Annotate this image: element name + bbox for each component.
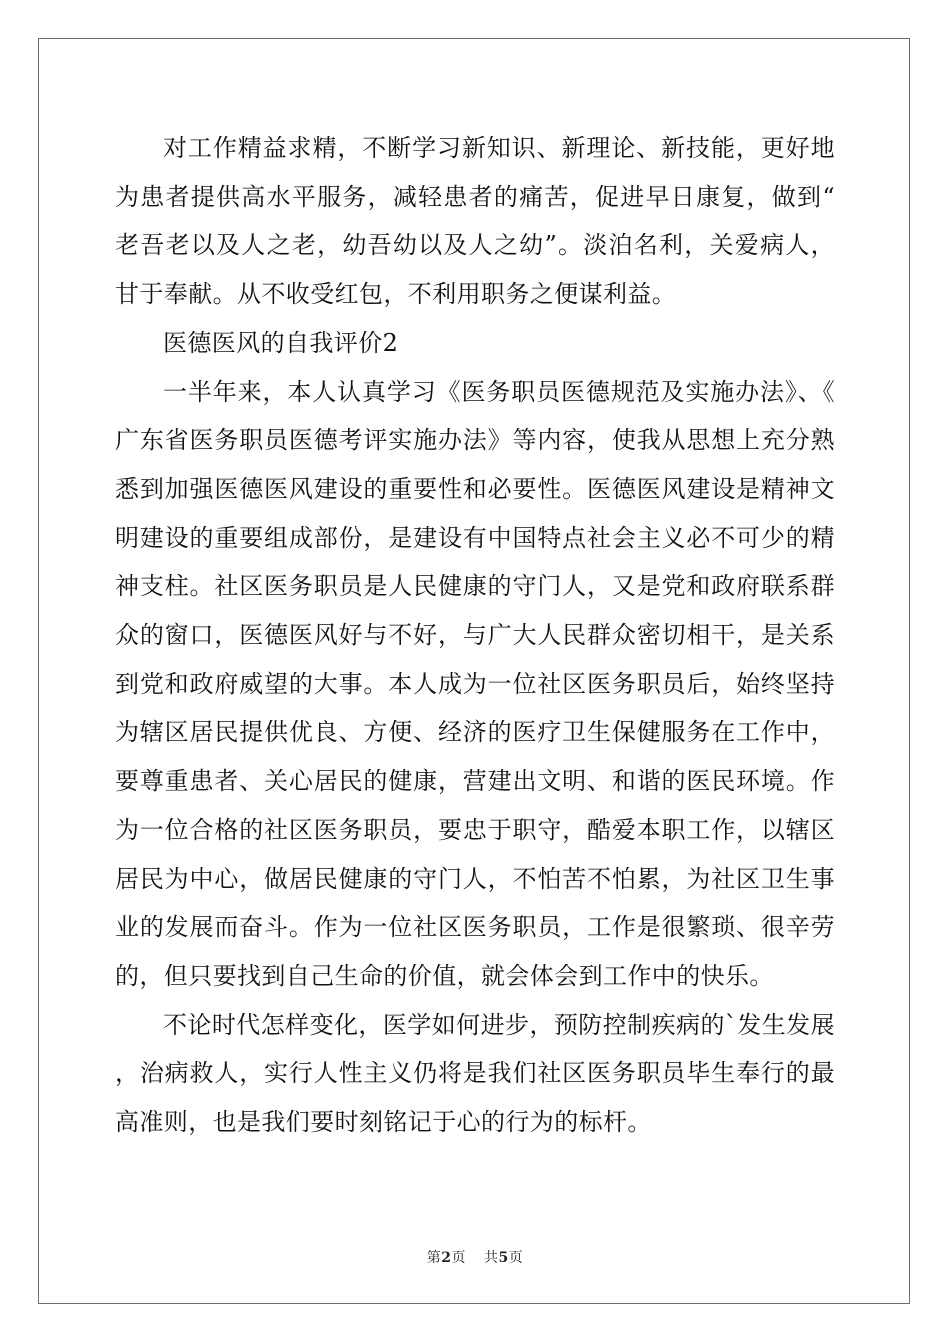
paragraph-1: 对工作精益求精，不断学习新知识、新理论、新技能，更好地为患者提供高水平服务，减轻患者的痛苦，促进早日康复，做到“老吾老以及人之老，幼吾幼以及人之幼”。淡泊名利，关爱病人，甘于奉献。从不收受红包，不利用职务之便谋利益。	[115, 134, 835, 309]
document-body	[115, 124, 835, 1147]
section-heading: 医德医风的自我评价2	[163, 328, 399, 357]
paragraph-3: 不论时代怎样变化，医学如何进步，预防控制疾病的`发生发展，治病救人，实行人性主义仍将是我们社区医务职员毕生奉行的最高准则，也是我们要时刻铭记于心的行为的标杆。	[115, 1010, 835, 1137]
total-pages-label: 共5页	[484, 1250, 524, 1266]
page-footer	[0, 1247, 950, 1267]
page-number-label: 第2页	[426, 1250, 466, 1266]
paragraph-2: 一半年来，本人认真学习《医务职员医德规范及实施办法》、《广东省医务职员医德考评实施办法》等内容，使我从思想上充分熟悉到加强医德医风建设的重要性和必要性。医德医风建设是精神文明建设的重要组成部份，是建设有中国特点社会主义必不可少的精神支柱。社区医务职员是人民健康的守门人，又是党和政府联系群众的窗口，医德医风好与不好，与广大人民群众密切相干，是关系到党和政府威望的大事。本人成为一位社区医务职员后，始终坚持为辖区居民提供优良、方便、经济的医疗卫生保健服务在工作中，要尊重患者、关心居民的健康，营建出文明、和谐的医民环境。作为一位合格的社区医务职员，要忠于职守，酷爱本职工作，以辖区居民为中心，做居民健康的守门人，不怕苦不怕累，为社区卫生事业的发展而奋斗。作为一位社区医务职员，工作是很繁琐、很辛劳的，但只要找到自己生命的价值，就会体会到工作中的快乐。	[115, 377, 835, 990]
